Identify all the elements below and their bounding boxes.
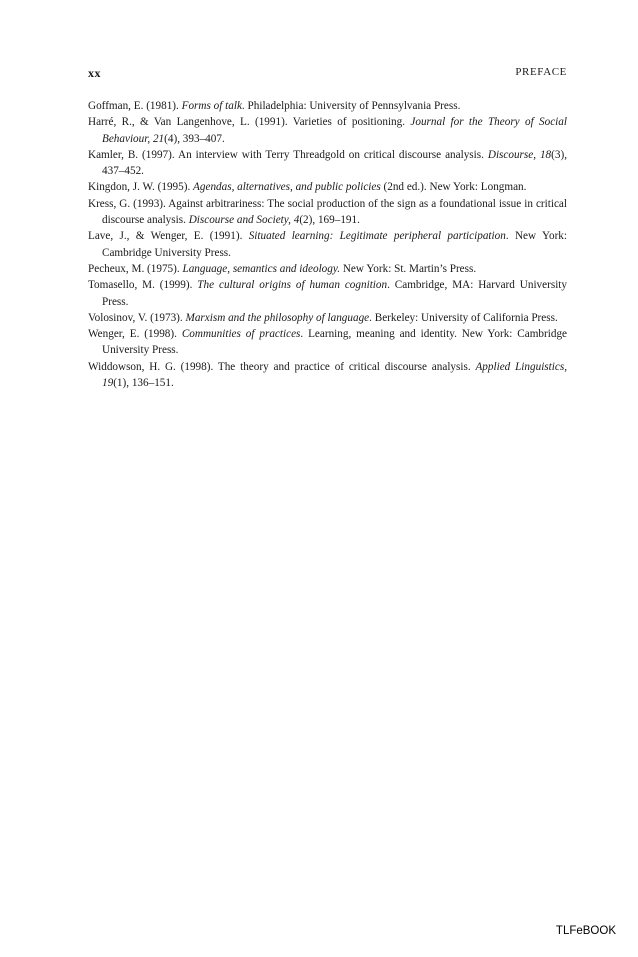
reference-entry [88,277,567,310]
reference-text: Kingdon, J. W. (1995). [88,181,194,194]
reference-title: Marxism and the philosophy of language [185,311,370,324]
reference-text: New York: St. Martin’s Press. [340,262,477,275]
reference-text: Volosinov, V. (1973). [88,311,186,324]
reference-text: Harré, R., & Van Langenhove, L. (1991). Varieties of positioning. [88,116,411,129]
reference-text: Kress, G. (1993). Against arbitrariness: The social production of the sign as a foundational issue in critical discourse analysis. [88,197,567,227]
reference-entry [88,98,567,114]
reference-entry [88,179,567,195]
reference-text: . Berkeley: University of California Press. [369,311,558,324]
reference-text: (3), 437–452. [102,148,567,178]
reference-title: Situated learning: Legitimate peripheral participation [248,230,506,243]
reference-text: Goffman, E. (1981). [88,100,182,112]
reference-text: . Cambridge, MA: Harvard University Press. [102,279,568,308]
reference-text: Tomasello, M. (1999). [88,279,198,292]
reference-text: . New York: Cambridge University Press. [102,230,567,259]
reference-entry [88,114,567,147]
reference-title: Language, semantics and ideology. [182,262,341,275]
reference-list [88,98,567,391]
reference-text: . Learning, meaning and identity. New York: Cambridge University Press. [102,328,568,357]
reference-text: (2), 169–191. [299,214,360,227]
reference-title: Communities of practices [181,328,301,341]
section-title: PREFACE [515,66,567,78]
reference-text: (4), 393–407. [164,132,225,145]
reference-text: . Philadelphia: University of Pennsylvania Press. [241,100,461,112]
reference-entry [88,228,567,261]
reference-title: Agendas, alternatives, and public policies [193,181,381,194]
reference-entry [88,359,567,392]
reference-text: Widdowson, H. G. (1998). The theory and practice of critical discourse analysis. [88,360,476,373]
running-head [88,66,567,82]
reference-title: Forms of talk [181,100,242,112]
reference-entry [88,147,567,180]
reference-title: Journal for the Theory of Social Behaviour, 21 [102,116,567,145]
reference-text: (1), 136–151. [113,377,174,390]
reference-text: Lave, J., & Wenger, E. (1991). [88,230,249,243]
reference-entry [88,310,567,326]
reference-text: Kamler, B. (1997). An interview with Terry Threadgold on critical discourse analysis. [88,148,488,161]
reference-entry [88,261,567,277]
watermark-label: TLFeBOOK [555,925,616,937]
reference-entry [88,326,567,359]
reference-text: Pecheux, M. (1975). [88,262,183,275]
reference-title: The cultural origins of human cognition [197,279,388,292]
reference-title: Applied Linguistics, 19 [102,360,567,390]
reference-entry [88,196,567,229]
page-number: xx [88,66,101,80]
reference-text: (2nd ed.). New York: Longman. [380,181,527,194]
reference-title: Discourse, 18 [487,148,552,161]
reference-text: Wenger, E. (1998). [88,328,182,341]
reference-title: Discourse and Society, 4 [188,214,300,227]
